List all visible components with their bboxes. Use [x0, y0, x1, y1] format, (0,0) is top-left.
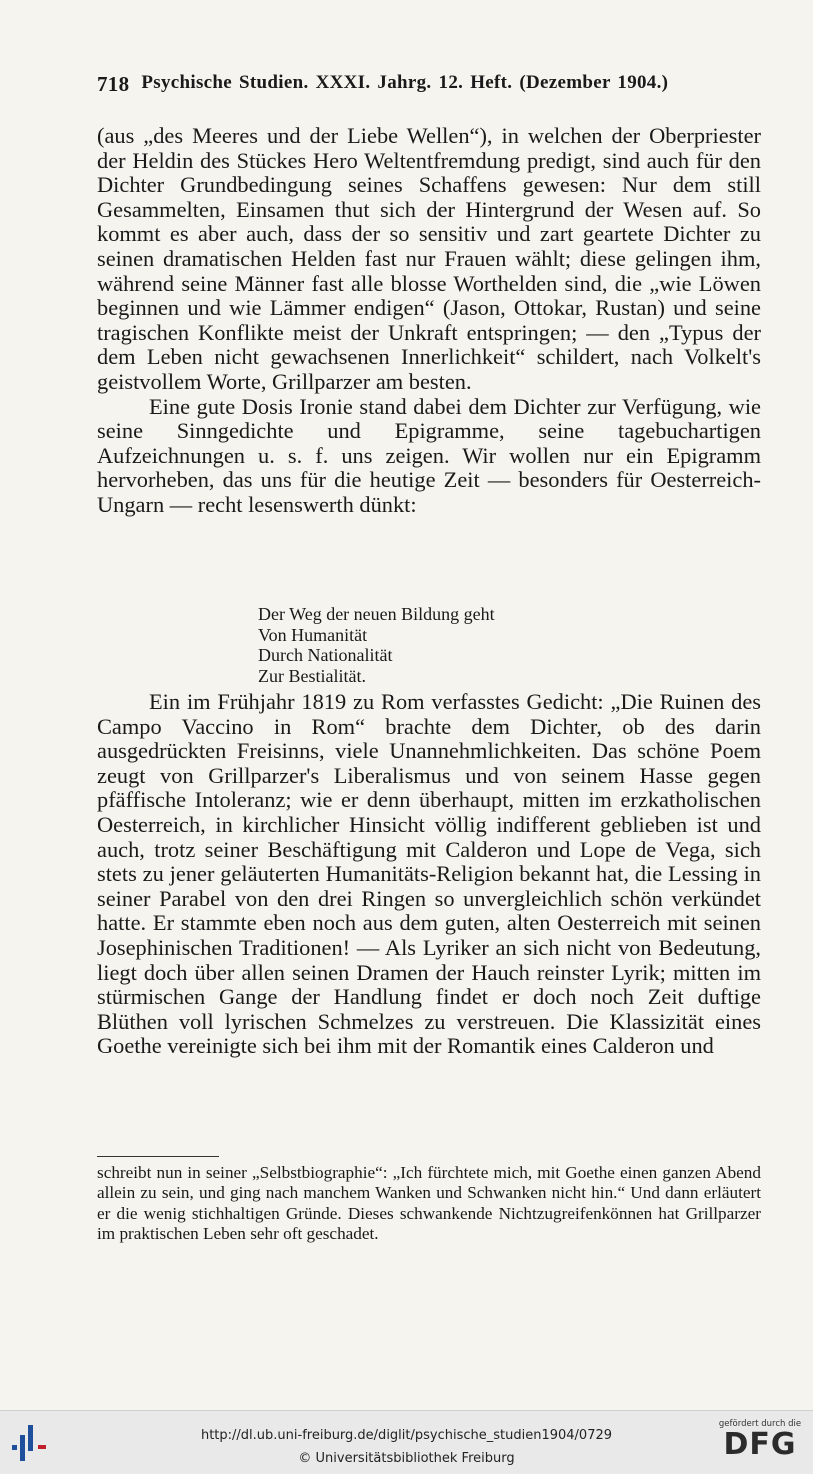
page-number: 718 — [97, 72, 130, 96]
epigram-line: Zur Bestialität. — [258, 665, 366, 686]
footnote — [97, 1163, 761, 1245]
paragraph-1: (aus „des Meeres und der Liebe Wellen“), in welchen der Oberpriester der Heldin des Stückes Hero Weltentfremdung predigt, sind auch für den Dichter Grundbedingung seines Schaffens gewesen: Nur dem still Gesammelten, Einsamen thut sich der Hintergrund der Wesen auf. So kommt es aber auch, dass der so sensitiv und zart geartete Dichter zu seinen dramatischen Helden fast nur Frauen wählt; diese gelingen ihm, während seine Männer fast alle blosse Worthelden sind, die „wie Löwen beginnen und wie Lämmer endigen“ (Jason, Ottokar, Rustan) und seine tragischen Konflikte meist der Unkraft entspringen; — den „Typus der dem Leben nicht gewachsenen Innerlichkeit“ schildert, nach Volkelt's geistvollem Worte, Grillparzer am besten. — [97, 123, 761, 394]
main-text-top — [97, 124, 761, 518]
epigram-line: Durch Nationalität — [258, 645, 393, 665]
dfg-logo — [715, 1419, 805, 1469]
page-url-link[interactable]: http://dl.ub.uni-freiburg.de/diglit/psychische_studien1904/0729 — [200, 1428, 613, 1443]
copyright-notice: © Universitätsbibliothek Freiburg — [298, 1451, 515, 1466]
journal-title: Psychische Studien. XXXI. Jahrg. 12. Heft. (Dezember 1904.) — [141, 72, 669, 93]
epigram-line: Von Humanität — [258, 624, 368, 645]
running-header — [97, 72, 763, 97]
viewer-footer — [0, 1410, 813, 1474]
epigram — [258, 604, 495, 686]
paragraph-2: Eine gute Dosis Ironie stand dabei dem Dichter zur Verfügung, wie seine Sinngedichte und Epigramme, seine tagebuchartigen Aufzeichnungen u. s. f. uns zeigen. Wir wollen nur ein Epigramm hervorheben, das uns für die heutige Zeit — besonders für Oesterreich-Ungarn — recht lesenswerth dünkt: — [97, 393, 761, 517]
epigram-line: Der Weg der neuen Bildung geht — [258, 604, 495, 624]
footnote-text: schreibt nun in seiner „Selbstbiographie“: „Ich fürchtete mich, mit Goethe einen ganzen Abend allein zu sein, und ging nach manchem Wanken und Schwanken nicht hin.“ Und dann erläutert er die wenig stichhaltigen Gründe. Dieses schwankende Nichtzugreifenkönnen hat Grillparzer im praktischen Leben sehr oft geschadet. — [97, 1163, 761, 1244]
main-text-bottom — [97, 690, 761, 1059]
footnote-divider — [97, 1156, 219, 1157]
dfg-tagline: gefördert durch die — [718, 1419, 802, 1429]
dfg-logo-text: DFG — [723, 1427, 797, 1462]
paragraph-3: Ein im Frühjahr 1819 zu Rom verfasstes Gedicht: „Die Ruinen des Campo Vaccino in Rom“ brachte dem Dichter, ob des darin ausgedrückten Freisinns, viele Unannehmlichkeiten. Das schöne Poem zeugt von Grillparzer's Liberalismus und von seinem Hasse gegen pfäffische Intoleranz; wie er denn überhaupt, mitten im erzkatholischen Oesterreich, in kirchlicher Hinsicht völlig indifferent geblieben ist und auch, trotz seiner Beschäftigung mit Calderon und Lope de Vega, sich stets zu jener geläuterten Humanitäts-Religion bekannt hat, die Lessing in seiner Parabel von den drei Ringen so unvergleichlich schön verkündet hatte. Er stammte eben noch aus dem guten, alten Oesterreich mit seinen Josephinischen Traditionen! — Als Lyriker an sich nicht von Bedeutung, liegt doch über allen seinen Dramen der Hauch reinster Lyrik; mitten im stürmischen Gange der Handlung findet er doch noch Zeit duftige Blüthen voll lyrischen Schmelzes zu verstreuen. Die Klassizität eines Goethe vereinigte sich bei ihm mit der Romantik eines Calderon und — [97, 689, 761, 1059]
